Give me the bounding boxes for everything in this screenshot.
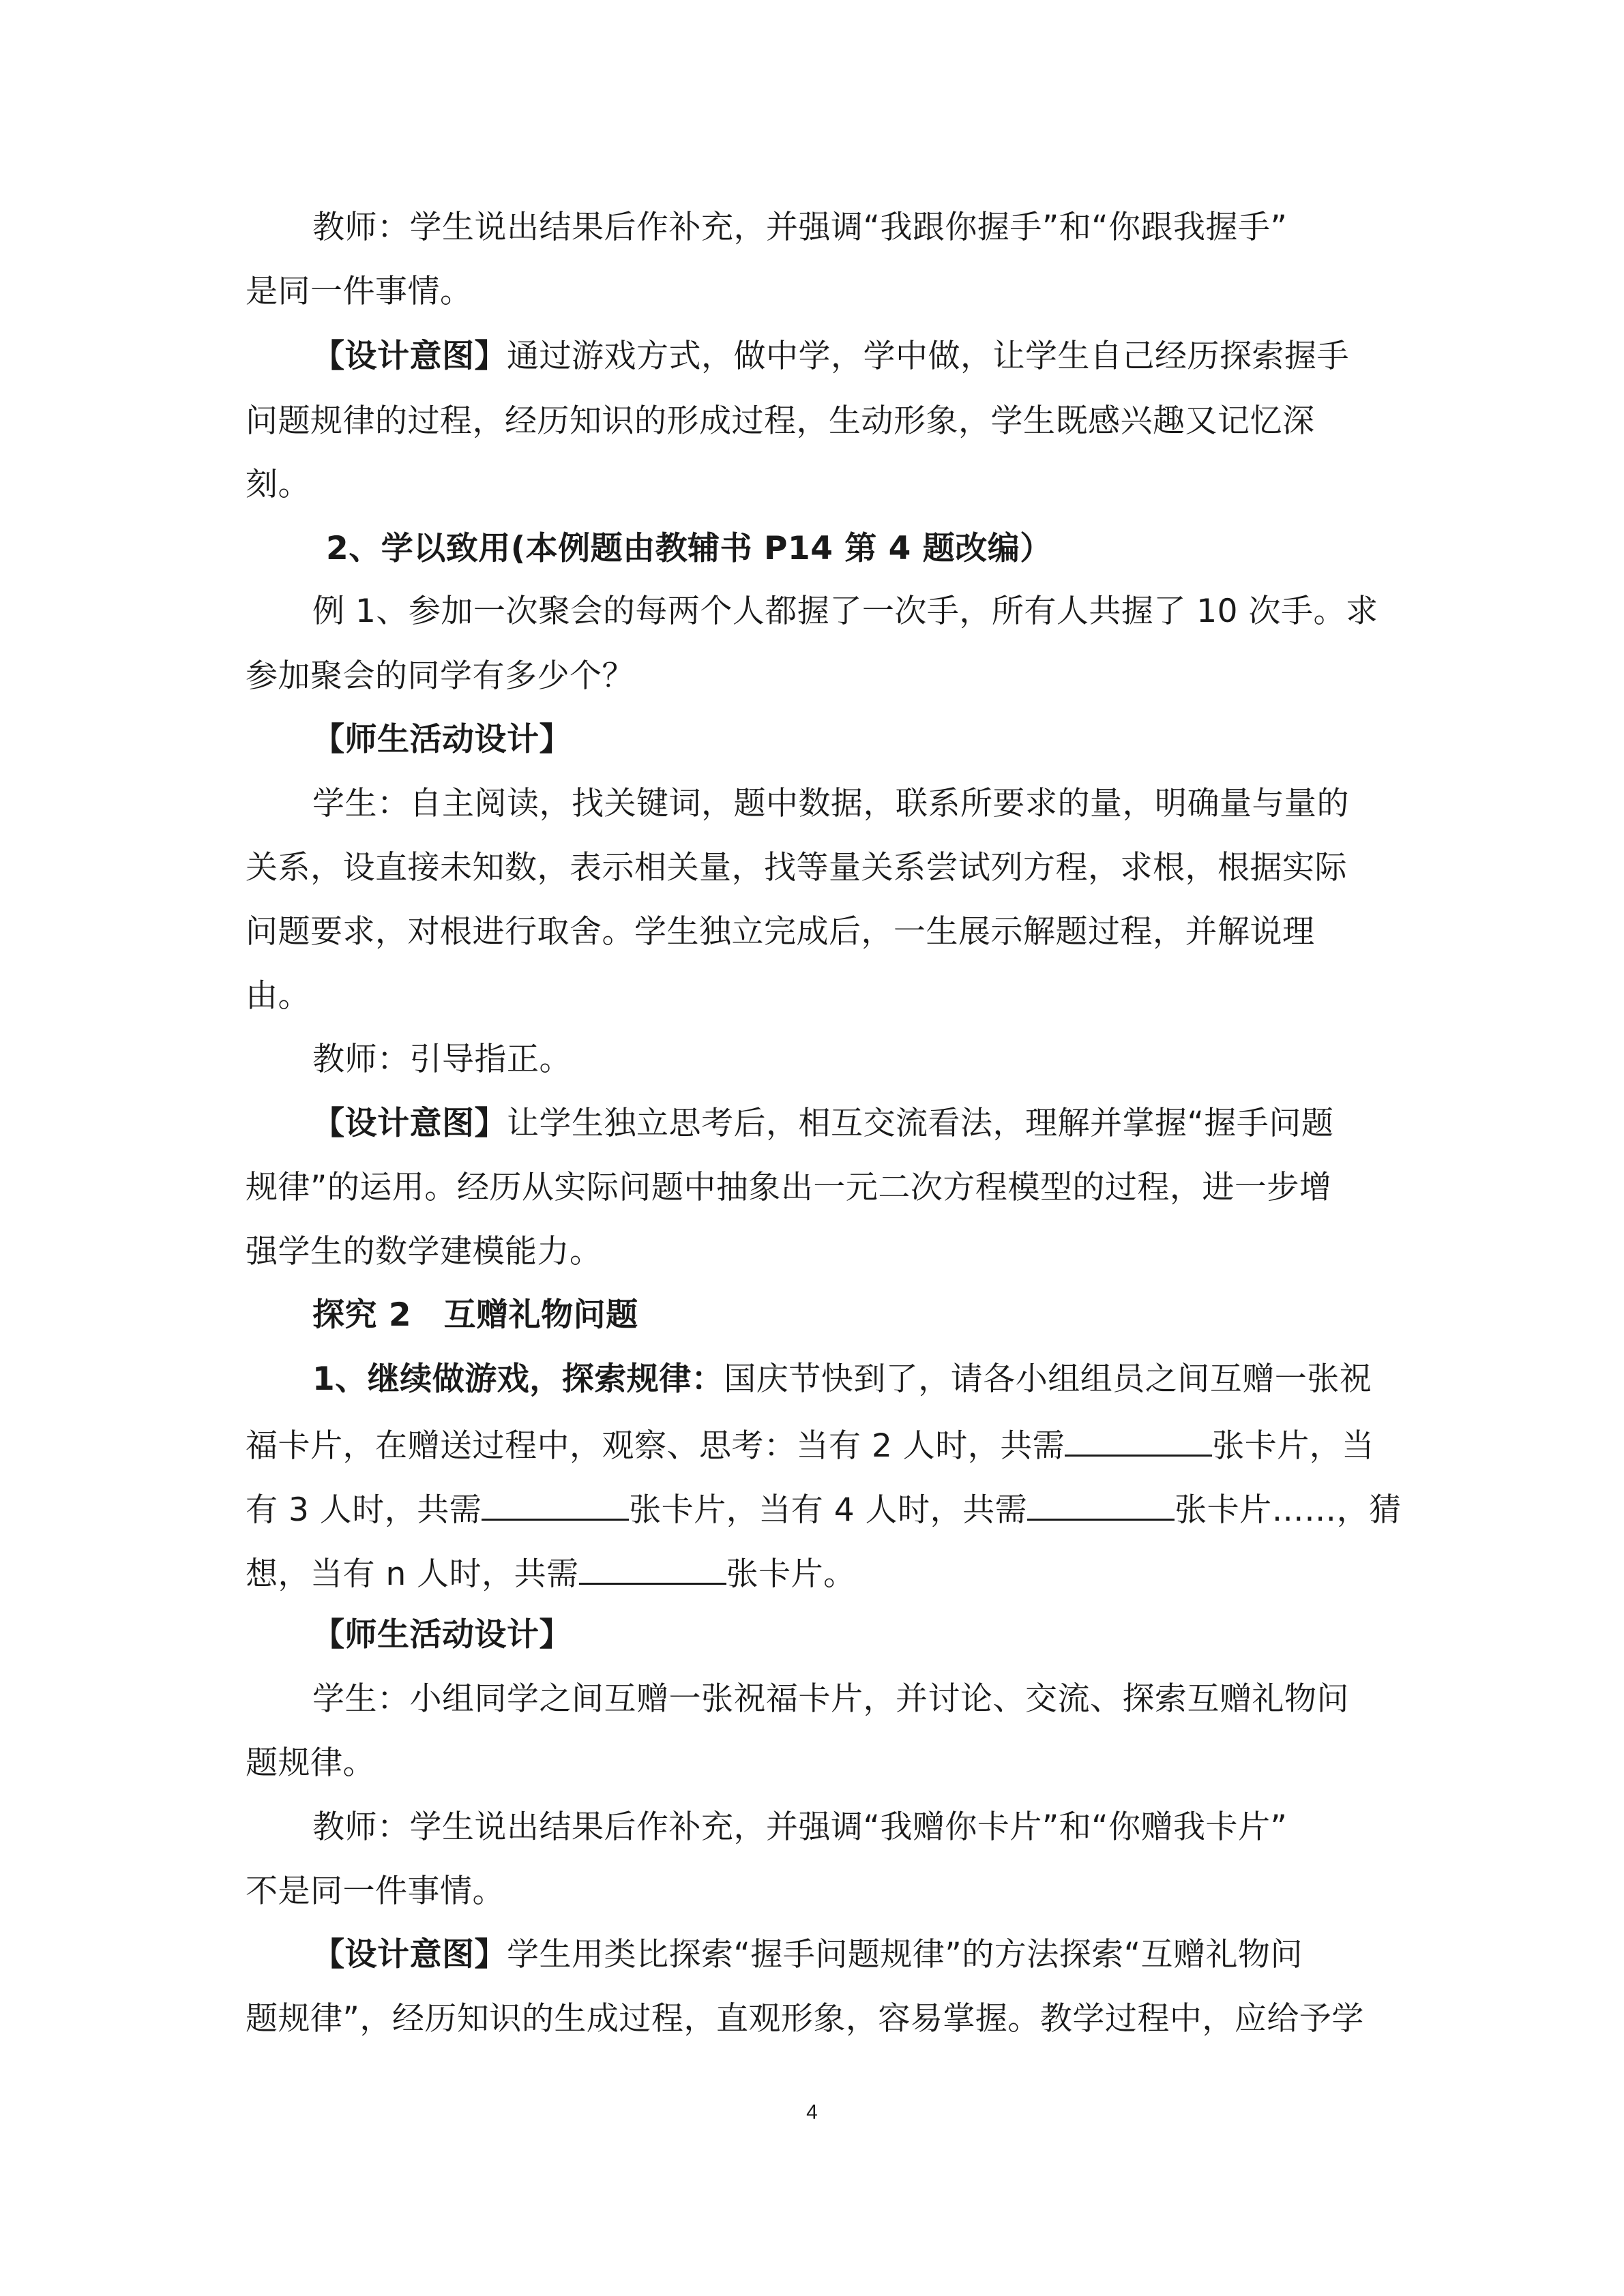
student-paragraph-1-line-2: 关系，设直接未知数，表示相关量，找等量关系尝试列方程，求根，根据实际 xyxy=(246,849,1347,886)
design-intent-2-line-3: 强学生的数学建模能力。 xyxy=(246,1233,602,1270)
teacher-paragraph-3-line-1: 教师：学生说出结果后作补充，并强调“我赠你卡片”和“你赠我卡片” xyxy=(312,1808,1288,1846)
student-paragraph-2-line-2: 题规律。 xyxy=(246,1744,375,1782)
fill-in-blank xyxy=(1065,1423,1212,1457)
fill-in-blank xyxy=(1027,1487,1175,1521)
student-paragraph-2-line-1: 学生：小组同学之间互赠一张祝福卡片，并讨论、交流、探索互赠礼物问 xyxy=(312,1680,1349,1718)
fill-in-blank xyxy=(482,1487,629,1521)
student-paragraph-1-line-3: 问题要求，对根进行取舍。学生独立完成后，一生展示解题过程，并解说理 xyxy=(246,913,1315,951)
game-text-segment: 张卡片，当有 4 人时，共需 xyxy=(629,1491,1028,1529)
activity-heading-2: 【师生活动设计】 xyxy=(312,1616,572,1654)
student-paragraph-1-line-4: 由。 xyxy=(246,977,310,1015)
fill-in-blank xyxy=(579,1551,726,1585)
design-intent-label: 【设计意图】 xyxy=(312,338,507,375)
design-intent-1-text: 通过游戏方式，做中学，学中做，让学生自己经历探索握手 xyxy=(507,338,1349,375)
game-paragraph-line-1 xyxy=(312,1359,1372,1400)
design-intent-2-line-2: 规律”的运用。经历从实际问题中抽象出一元二次方程模型的过程，进一步增 xyxy=(246,1169,1332,1206)
game-text-segment: 张卡片，当 xyxy=(1212,1427,1374,1465)
section-heading-explore-2: 探究 2 互赠礼物问题 xyxy=(312,1296,638,1334)
game-text-segment: 想，当有 n 人时，共需 xyxy=(246,1555,579,1593)
game-text-segment: 有 3 人时，共需 xyxy=(246,1491,482,1529)
example-1-line-1: 例 1、参加一次聚会的每两个人都握了一次手，所有人共握了 10 次手。求 xyxy=(312,593,1378,630)
game-text-segment: 福卡片，在赠送过程中，观察、思考：当有 2 人时，共需 xyxy=(246,1427,1065,1465)
design-intent-3-line-1 xyxy=(312,1935,1303,1976)
activity-heading-1: 【师生活动设计】 xyxy=(312,721,572,758)
teacher-paragraph-1-line-1: 教师：学生说出结果后作补充，并强调“我跟你握手”和“你跟我握手” xyxy=(312,209,1288,246)
game-paragraph-label: 1、继续做游戏，探索规律： xyxy=(312,1360,724,1398)
design-intent-1-line-3: 刻。 xyxy=(246,466,310,503)
example-1-line-2: 参加聚会的同学有多少个？ xyxy=(246,657,634,695)
design-intent-3-text: 学生用类比探索“握手问题规律”的方法探索“互赠礼物问 xyxy=(507,1936,1303,1973)
game-paragraph-line-3 xyxy=(246,1487,1402,1528)
design-intent-label: 【设计意图】 xyxy=(312,1936,507,1973)
teacher-paragraph-1-line-2: 是同一件事情。 xyxy=(246,273,473,310)
teacher-paragraph-3-line-2: 不是同一件事情。 xyxy=(246,1873,505,1910)
design-intent-3-line-2: 题规律”，经历知识的生成过程，直观形象，容易掌握。教学过程中，应给予学 xyxy=(246,2000,1364,2038)
design-intent-1-line-1 xyxy=(312,336,1349,377)
student-paragraph-1-line-1: 学生：自主阅读，找关键词，题中数据，联系所要求的量，明确量与量的 xyxy=(312,785,1349,822)
page-number: 4 xyxy=(806,2101,818,2123)
design-intent-2-text: 让学生独立思考后，相互交流看法，理解并掌握“握手问题 xyxy=(507,1105,1334,1142)
design-intent-label: 【设计意图】 xyxy=(312,1105,507,1142)
game-paragraph-line-2 xyxy=(246,1423,1374,1464)
section-heading-apply: 2、学以致用(本例题由教辅书 P14 第 4 题改编） xyxy=(326,530,1052,567)
game-text-segment: 张卡片……，猜 xyxy=(1175,1491,1402,1529)
design-intent-1-line-2: 问题规律的过程，经历知识的形成过程，生动形象，学生既感兴趣又记忆深 xyxy=(246,402,1315,440)
game-paragraph-text: 国庆节快到了，请各小组组员之间互赠一张祝 xyxy=(724,1360,1372,1398)
teacher-paragraph-2: 教师：引导指正。 xyxy=(312,1041,572,1078)
game-text-segment: 张卡片。 xyxy=(726,1555,856,1593)
game-paragraph-line-4 xyxy=(246,1551,856,1592)
design-intent-2-line-1 xyxy=(312,1103,1333,1144)
